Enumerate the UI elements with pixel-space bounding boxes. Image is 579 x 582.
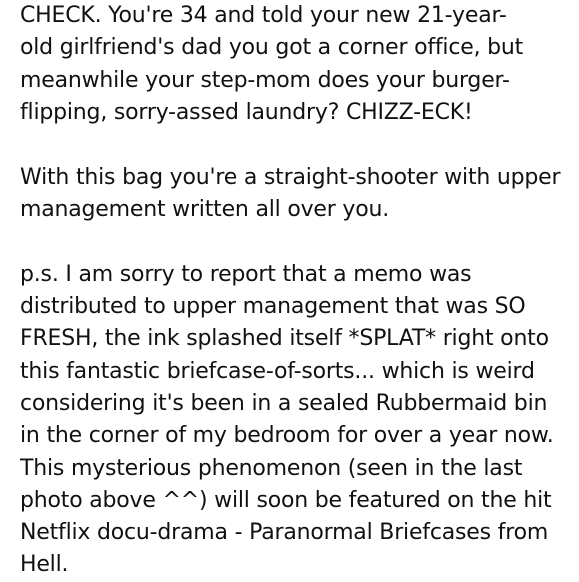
text-line: considering it's been in a sealed Rubbermaid bin — [20, 390, 548, 416]
text-line: management written all over you. — [20, 196, 390, 222]
text-line: Hell. — [20, 552, 69, 578]
text-line: flipping, sorry-assed laundry? CHIZZ-ECK! — [20, 99, 473, 125]
text-line: this fantastic briefcase-of-sorts... which is weird — [20, 358, 535, 384]
text-line: CHECK. You're 34 and told your new 21-year- — [20, 3, 507, 28]
description-paragraph-1 — [20, 0, 572, 129]
listing-description — [20, 0, 572, 582]
text-line: Netflix docu-drama - Paranormal Briefcases from — [20, 520, 549, 546]
description-paragraph-3 — [20, 259, 572, 582]
text-line: old girlfriend's dad you got a corner office, but — [20, 35, 524, 61]
paragraph-spacer — [20, 129, 572, 162]
text-line: With this bag you're a straight-shooter with upper — [20, 164, 561, 190]
text-line: meanwhile your step-mom does your burger- — [20, 67, 510, 93]
description-paragraph-2 — [20, 162, 572, 227]
text-line: photo above ^^) will soon be featured on the hit — [20, 487, 552, 513]
text-line: in the corner of my bedroom for over a year now. — [20, 423, 554, 449]
text-line: p.s. I am sorry to report that a memo was — [20, 261, 472, 287]
text-line: distributed to upper management that was SO — [20, 294, 526, 320]
paragraph-spacer — [20, 226, 572, 259]
text-line: This mysterious phenomenon (seen in the last — [20, 455, 523, 481]
text-line: FRESH, the ink splashed itself *SPLAT* right onto — [20, 326, 549, 352]
